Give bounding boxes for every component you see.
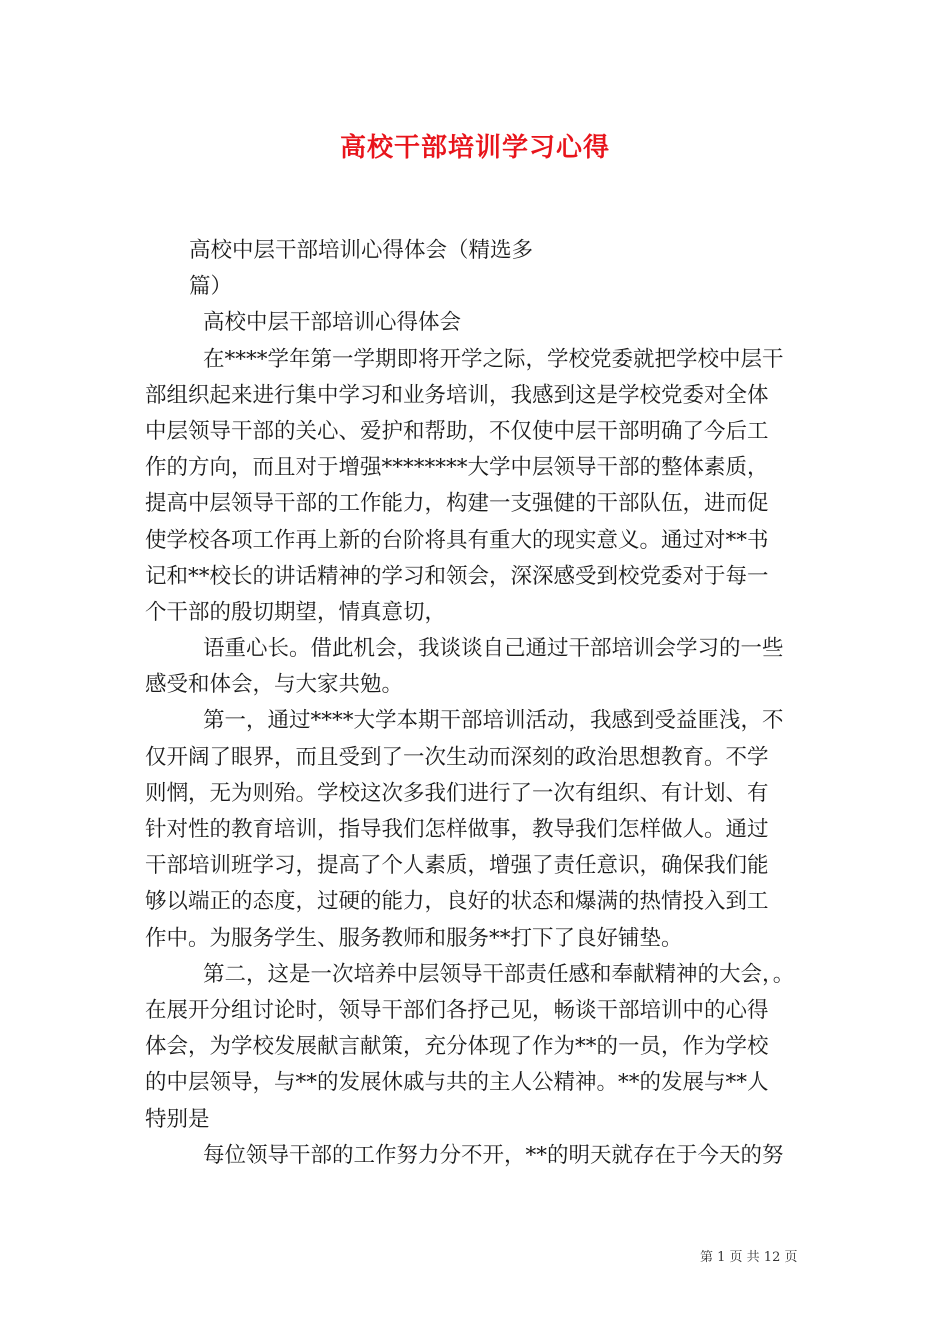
page-number: 第 1 页 共 12 页 <box>700 1250 798 1265</box>
document-body <box>145 233 810 1174</box>
paragraph-line: 作中。为服务学生、服务教师和服务**打下了良好铺垫。 <box>145 925 683 951</box>
paragraph-line: 够以端正的态度，过硬的能力，良好的状态和爆满的热情投入到工 <box>145 889 769 915</box>
paragraph-line: 个干部的殷切期望，情真意切， <box>145 599 447 625</box>
paragraph-line: 干部培训班学习，提高了个人素质，增强了责任意识，确保我们能 <box>145 853 769 879</box>
paragraph-line: 第一，通过****大学本期干部培训活动，我感到受益匪浅，不 <box>203 708 784 734</box>
paragraph-line: 中层领导干部的关心、爱护和帮助，不仅使中层干部明确了今后工 <box>145 418 769 444</box>
paragraph-line: 使学校各项工作再上新的台阶将具有重大的现实意义。通过对**书 <box>145 527 769 553</box>
paragraph-line: 在****学年第一学期即将开学之际，学校党委就把学校中层干 <box>203 346 784 372</box>
paragraph-line: 的中层领导，与**的发展休戚与共的主人公精神。**的发展与**人 <box>145 1070 769 1096</box>
paragraph-line: 针对性的教育培训，指导我们怎样做事，教导我们怎样做人。通过 <box>145 817 769 842</box>
paragraph-line: 则惘，无为则殆。学校这次多我们进行了一次有组织、有计划、有 <box>145 780 769 806</box>
paragraph-line: 在展开分组讨论时，领导干部们各抒己见，畅谈干部培训中的心得 <box>145 997 769 1023</box>
page-title: 高校干部培训学习心得 <box>339 133 610 163</box>
paragraph-line: 每位领导干部的工作努力分不开，**的明天就存在于今天的努 <box>203 1142 784 1168</box>
paragraph-line: 提高中层领导干部的工作能力，构建一支强健的干部队伍，进而促 <box>145 491 769 517</box>
paragraph-line: 作的方向，而且对于增强********大学中层领导干部的整体素质， <box>145 455 769 481</box>
paragraph-line: 仅开阔了眼界，而且受到了一次生动而深刻的政治思想教育。不学 <box>145 744 769 770</box>
section-heading: 高校中层干部培训心得体会 <box>203 310 462 336</box>
paragraph-line: 体会，为学校发展献言献策，充分体现了作为**的一员，作为学校 <box>145 1034 769 1060</box>
paragraph-line: 部组织起来进行集中学习和业务培训，我感到这是学校党委对全体 <box>145 382 769 408</box>
paragraph-line: 感受和体会，与大家共勉。 <box>145 672 404 698</box>
subtitle-line: 高校中层干部培训心得体会（精选多 <box>189 238 534 263</box>
subtitle-line: 篇） <box>189 274 233 300</box>
paragraph-line: 记和**校长的讲话精神的学习和领会，深深感受到校党委对于每一 <box>145 563 769 589</box>
paragraph-line: 特别是 <box>145 1106 210 1132</box>
paragraph-line: 第二，这是一次培养中层领导干部责任感和奉献精神的大会，。 <box>203 961 795 987</box>
paragraph-line: 语重心长。借此机会，我谈谈自己通过干部培训会学习的一些 <box>203 636 784 662</box>
